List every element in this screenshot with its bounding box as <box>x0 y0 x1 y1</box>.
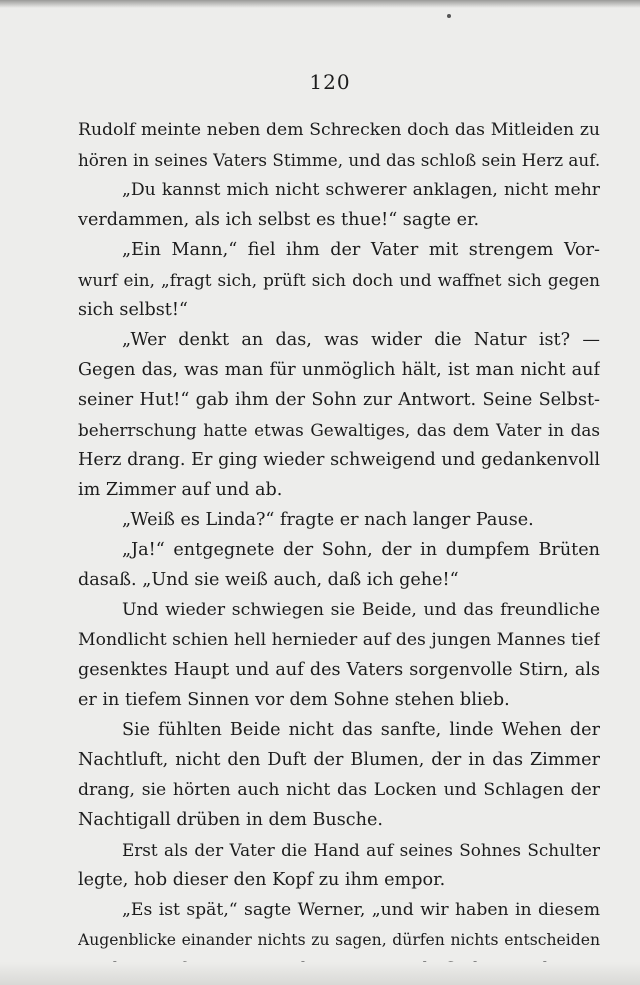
text-line: beherrschung hatte etwas Gewaltiges, das dem Vater in das <box>78 420 600 440</box>
page-number: 120 <box>309 70 351 94</box>
text-line: Rudolf meinte neben dem Schrecken doch das Mitleiden zu <box>78 120 600 140</box>
text-line: Erst als der Vater die Hand auf seines Sohnes Schulter <box>122 840 600 860</box>
text-line: drang, sie hörten auch nicht das Locken und Schlagen der <box>78 780 600 800</box>
text-line: „Es ist spät,“ sagte Werner, „und wir haben in diesem <box>122 900 600 920</box>
text-line: Sie fühlten Beide nicht das sanfte, linde Wehen der <box>122 720 600 740</box>
text-line: hören in seines Vaters Stimme, und das schloß sein Herz auf. <box>78 150 600 170</box>
text-line: Herz drang. Er ging wieder schweigend und gedankenvoll <box>78 450 600 470</box>
text-line: im Zimmer auf und ab. <box>78 480 283 500</box>
text-line: Gegen das, was man für unmöglich hält, ist man nicht auf <box>78 360 600 380</box>
text-line: „Weiß es Linda?“ fragte er nach langer Pause. <box>122 510 534 530</box>
text-line: Augenblicke einander nichts zu sagen, dürfen nichts entscheiden <box>78 931 600 949</box>
text-line: gesenktes Haupt und auf des Vaters sorgenvolle Stirn, als <box>78 660 600 680</box>
text-line: Nachtluft, nicht den Duft der Blumen, der in das Zimmer <box>78 750 600 770</box>
text-line: Und wieder schwiegen sie Beide, und das freundliche <box>122 600 600 620</box>
text-line: legte, hob dieser den Kopf zu ihm empor. <box>78 870 446 890</box>
text-line: wurf ein, „fragt sich, prüft sich doch und waffnet sich gegen <box>78 270 600 290</box>
text-line: „Ein Mann,“ fiel ihm der Vater mit strengem Vor- <box>122 240 600 260</box>
text-line: „Du kannst mich nicht schwerer anklagen, nicht mehr <box>122 180 600 200</box>
scan-edge-bottom <box>0 962 640 985</box>
text-line: verdammen, als ich selbst es thue!“ sagte er. <box>78 210 480 230</box>
text-line: sich selbst!“ <box>78 300 188 320</box>
text-line: dasaß. „Und sie weiß auch, daß ich gehe!“ <box>78 570 459 590</box>
text-line: „Wer denkt an das, was wider die Natur ist? — <box>122 330 600 350</box>
text-line: er in tiefem Sinnen vor dem Sohne stehen blieb. <box>78 690 510 710</box>
text-line: Nachtigall drüben in dem Busche. <box>78 810 383 830</box>
text-line: „Ja!“ entgegnete der Sohn, der in dumpfem Brüten <box>122 540 600 560</box>
text-line: Mondlicht schien hell hernieder auf des jungen Mannes tief <box>78 630 600 650</box>
text-line: seiner Hut!“ gab ihm der Sohn zur Antwort. Seine Selbst- <box>78 390 600 410</box>
